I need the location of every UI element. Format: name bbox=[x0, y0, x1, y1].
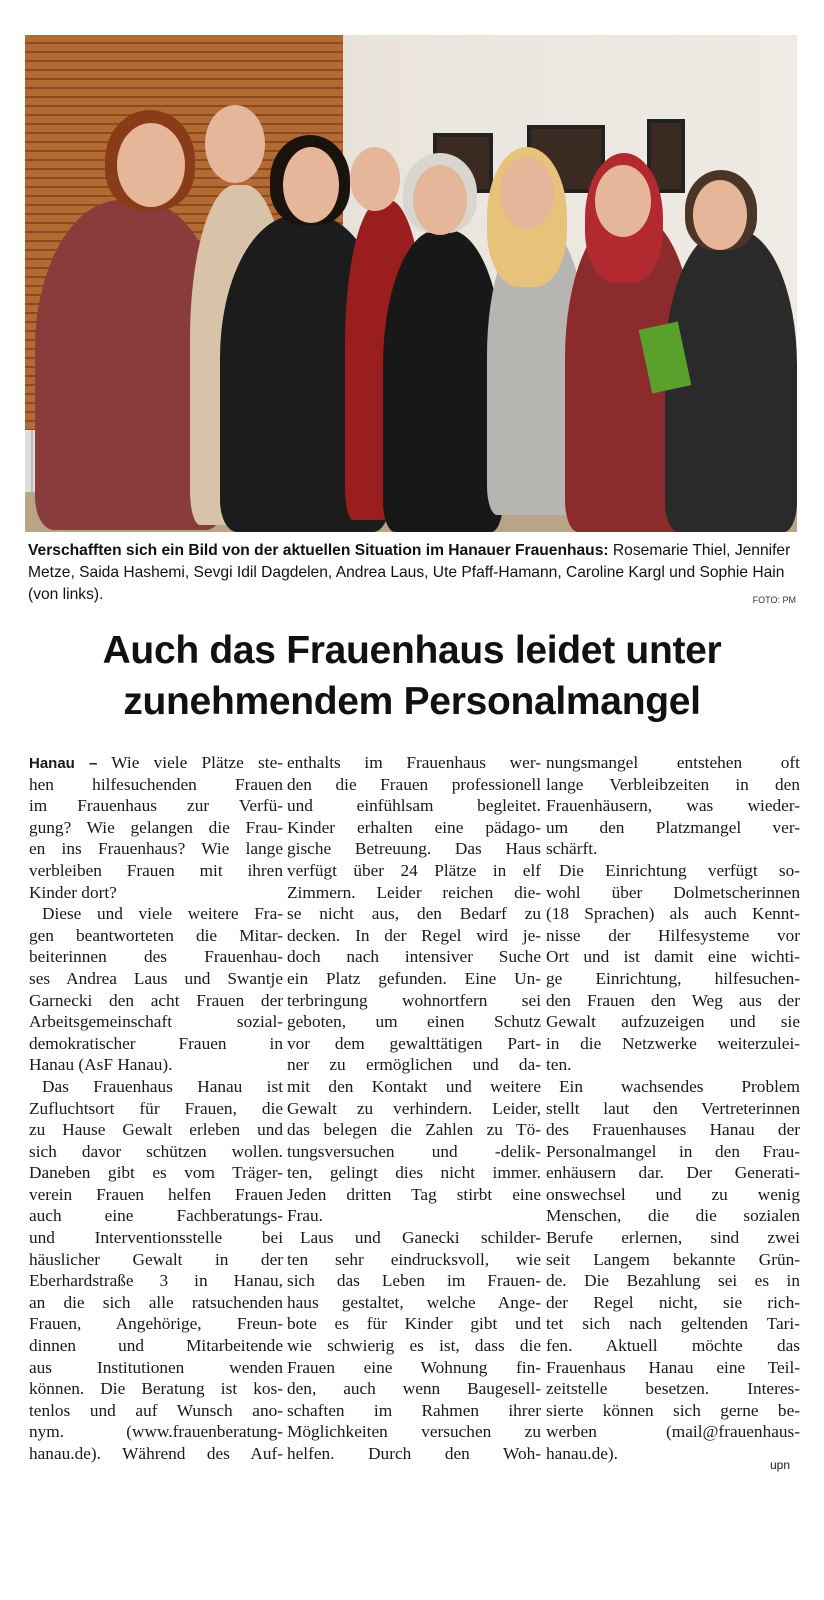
text-line-content: ge Einrichtung, hilfesuchen- bbox=[546, 968, 800, 988]
text-line bbox=[29, 860, 283, 882]
text-line bbox=[29, 1292, 283, 1314]
text-line-content: Garnecki den acht Frauen der bbox=[29, 990, 283, 1010]
text-line-content: demokratischer Frauen in bbox=[29, 1033, 283, 1053]
text-line-content: helfen. Durch den Woh- bbox=[287, 1444, 541, 1463]
text-line-content: (18 Sprachen) als auch Kennt- bbox=[546, 904, 800, 924]
text-line-content: ses Andrea Laus und Swantje bbox=[29, 968, 283, 988]
text-line bbox=[287, 795, 541, 817]
text-line bbox=[546, 1313, 800, 1335]
text-line bbox=[287, 946, 541, 968]
text-line bbox=[287, 882, 541, 904]
text-line bbox=[29, 1227, 283, 1249]
text-line-content: den Frauen den Weg aus der bbox=[546, 990, 800, 1010]
text-line-content: Ort und ist damit eine wichti- bbox=[546, 947, 800, 967]
text-line-content: gische Betreuung. Das Haus bbox=[287, 839, 541, 859]
text-line-content: Kinder dort? bbox=[29, 882, 117, 902]
text-line-content: gung? Wie gelangen die Frau- bbox=[29, 817, 283, 837]
text-line-content: und einfühlsam begleitet. bbox=[287, 796, 541, 816]
text-line bbox=[546, 1054, 800, 1076]
text-line-content: stellt laut den Vertreterinnen bbox=[546, 1098, 800, 1118]
text-line-content: schaften im Rahmen ihrer bbox=[287, 1400, 541, 1420]
text-line bbox=[287, 838, 541, 860]
text-line bbox=[29, 990, 283, 1012]
text-line bbox=[546, 1249, 800, 1271]
paragraph bbox=[29, 752, 283, 903]
face bbox=[205, 105, 265, 183]
text-line-content: Das Frauenhaus Hanau ist bbox=[42, 1076, 283, 1096]
text-line bbox=[546, 1378, 800, 1400]
text-line bbox=[29, 1205, 283, 1227]
text-line-content: haus gestaltet, welche Ange- bbox=[287, 1292, 541, 1312]
text-line bbox=[546, 925, 800, 947]
text-line bbox=[287, 1054, 541, 1076]
text-line bbox=[29, 1249, 283, 1271]
text-line bbox=[29, 795, 283, 817]
text-line-content: ten, gelingt dies nicht immer. bbox=[287, 1163, 541, 1183]
text-line bbox=[29, 1141, 283, 1163]
author-initials: upn bbox=[770, 1458, 791, 1472]
text-line-content: Laus und Ganecki schilder- bbox=[300, 1228, 541, 1248]
text-line bbox=[546, 774, 800, 796]
text-line-content: ten sehr eindrucksvoll, wie bbox=[287, 1249, 541, 1269]
text-line-content: sich das Leben im Frauen- bbox=[287, 1271, 541, 1291]
text-line bbox=[287, 1335, 541, 1357]
text-line-content: vor dem gewalttätigen Part- bbox=[287, 1033, 541, 1053]
text-line-content: terbringung wohnortfern sei bbox=[287, 990, 541, 1010]
text-line bbox=[287, 817, 541, 839]
text-line bbox=[546, 1421, 800, 1443]
text-line bbox=[546, 1335, 800, 1357]
text-line-content: wohl über Dolmetscherinnen bbox=[546, 882, 800, 902]
paragraph bbox=[287, 752, 541, 1227]
paragraph bbox=[29, 903, 283, 1076]
text-line-content: nym. (www.frauenberatung- bbox=[29, 1422, 283, 1442]
text-line bbox=[287, 1227, 541, 1249]
text-line-content: in die Netzwerke weiterzulei- bbox=[546, 1033, 800, 1053]
text-line-content: Gewalt zu verhindern. Leider, bbox=[287, 1098, 541, 1118]
text-line bbox=[287, 1270, 541, 1292]
text-line-content: Arbeitsgemeinschaft sozial- bbox=[29, 1012, 283, 1032]
text-line bbox=[546, 882, 800, 904]
text-line bbox=[546, 968, 800, 990]
article-column-3 bbox=[546, 752, 800, 1465]
text-line-content: im Frauenhaus zur Verfü- bbox=[29, 796, 283, 816]
text-line-content: den, auch wenn Baugesell- bbox=[287, 1379, 541, 1399]
text-line bbox=[287, 1249, 541, 1271]
text-line bbox=[29, 968, 283, 990]
text-line-content: zu Hause Gewalt erleben und bbox=[29, 1120, 283, 1140]
text-line bbox=[546, 1076, 800, 1098]
text-line-content: verbleiben Frauen mit ihren bbox=[29, 860, 283, 880]
text-line-content: um den Platzmangel ver- bbox=[546, 817, 800, 837]
text-line-content: nisse der Hilfesysteme vor bbox=[546, 925, 800, 945]
text-line-content: fen. Aktuell möchte das bbox=[546, 1336, 800, 1356]
text-line bbox=[546, 1119, 800, 1141]
text-line-content: der Regel nicht, sie rich- bbox=[546, 1292, 800, 1312]
text-line-content: hanau.de). Während des Auf- bbox=[29, 1444, 283, 1463]
text-line-content: Personalmangel in den Frau- bbox=[546, 1141, 800, 1161]
text-line bbox=[287, 1292, 541, 1314]
text-line bbox=[29, 752, 283, 774]
text-line-content: geboten, um einen Schutz bbox=[287, 1012, 541, 1032]
text-line bbox=[546, 1443, 800, 1465]
face bbox=[500, 157, 554, 229]
text-line-content: werben (mail@frauenhaus- bbox=[546, 1422, 800, 1442]
text-line-content: Frauen eine Wohnung fin- bbox=[287, 1357, 541, 1377]
text-line-content: sich davor schützen wollen. bbox=[29, 1141, 283, 1161]
text-line-content: onswechsel und zu wenig bbox=[546, 1184, 800, 1204]
text-line bbox=[287, 968, 541, 990]
text-line bbox=[546, 1011, 800, 1033]
text-line-content: häuslicher Gewalt in der bbox=[29, 1249, 283, 1269]
text-line bbox=[29, 1443, 283, 1465]
text-line-content: an die sich alle ratsuchenden bbox=[29, 1292, 283, 1312]
text-line-content: Ein wachsendes Problem bbox=[559, 1076, 800, 1096]
text-line bbox=[29, 946, 283, 968]
text-line bbox=[29, 1270, 283, 1292]
text-line-content: können. Die Beratung ist kos- bbox=[29, 1379, 283, 1399]
text-line bbox=[546, 1400, 800, 1422]
text-line bbox=[287, 1378, 541, 1400]
text-line-content: hen hilfesuchenden Frauen bbox=[29, 774, 283, 794]
text-line-content: de. Die Bezahlung sei es in bbox=[546, 1271, 800, 1291]
text-line-content: Jeden dritten Tag stirbt eine bbox=[287, 1184, 541, 1204]
text-line-content: Die Einrichtung verfügt so- bbox=[559, 860, 800, 880]
text-line-content: Frauenhaus Hanau eine Teil- bbox=[546, 1357, 800, 1377]
person-5 bbox=[383, 230, 503, 532]
text-line-content: aus Institutionen wenden bbox=[29, 1357, 283, 1377]
text-line-content: Zufluchtsort für Frauen, die bbox=[29, 1098, 283, 1118]
text-line-content: bote es für Kinder gibt und bbox=[287, 1314, 541, 1334]
text-line bbox=[287, 860, 541, 882]
text-line bbox=[546, 860, 800, 882]
text-line bbox=[29, 1357, 283, 1379]
text-line bbox=[546, 1292, 800, 1314]
text-line-content: nungsmangel entstehen oft bbox=[546, 753, 800, 772]
text-line bbox=[546, 1205, 800, 1227]
text-line bbox=[29, 1033, 283, 1055]
paragraph bbox=[287, 1227, 541, 1465]
text-line-content: hanau.de). bbox=[546, 1444, 618, 1463]
text-line bbox=[287, 1313, 541, 1335]
text-line bbox=[287, 1033, 541, 1055]
text-line bbox=[287, 1076, 541, 1098]
dateline: Hanau – bbox=[29, 755, 98, 772]
text-line-content: zeitstelle besetzen. Interes- bbox=[546, 1379, 800, 1399]
text-line-content: Daneben gibt es vom Träger- bbox=[29, 1163, 283, 1183]
text-line bbox=[29, 1184, 283, 1206]
text-line bbox=[287, 925, 541, 947]
text-line bbox=[546, 1184, 800, 1206]
text-line bbox=[287, 1098, 541, 1120]
paragraph bbox=[546, 752, 800, 860]
text-line-content: wie schwierig es ist, dass die bbox=[287, 1336, 541, 1356]
paragraph bbox=[546, 860, 800, 1076]
text-line-content: en ins Frauenhaus? Wie lange bbox=[29, 839, 283, 859]
photo-credit: FOTO: PM bbox=[752, 595, 796, 605]
text-line-content: schärft. bbox=[546, 839, 598, 859]
text-line bbox=[29, 1378, 283, 1400]
text-line-content: Kinder erhalten eine pädago- bbox=[287, 817, 541, 837]
text-line bbox=[29, 1400, 283, 1422]
text-line-content: verein Frauen helfen Frauen bbox=[29, 1184, 283, 1204]
text-line bbox=[287, 1162, 541, 1184]
text-line bbox=[546, 1270, 800, 1292]
text-line bbox=[29, 1162, 283, 1184]
text-line-content: beiterinnen des Frauenhau- bbox=[29, 947, 283, 967]
text-line-content: seit Langem bekannte Grün- bbox=[546, 1249, 800, 1269]
text-line-content: dinnen und Mitarbeitende bbox=[29, 1336, 283, 1356]
text-line-content: Gewalt aufzuzeigen und sie bbox=[546, 1012, 800, 1032]
text-line bbox=[287, 1119, 541, 1141]
text-line-content: Diese und viele weitere Fra- bbox=[42, 904, 283, 924]
text-line-content: des Frauenhauses Hanau der bbox=[546, 1120, 800, 1140]
text-line bbox=[29, 1313, 283, 1335]
text-line-content: enthalts im Frauenhaus wer- bbox=[287, 753, 541, 772]
text-line bbox=[287, 990, 541, 1012]
text-line-content: Eberhardstraße 3 in Hanau, bbox=[29, 1271, 283, 1291]
face bbox=[693, 180, 747, 250]
photo-caption bbox=[28, 540, 798, 606]
text-line-content: das belegen die Zahlen zu Tö- bbox=[287, 1120, 541, 1140]
text-line bbox=[546, 1227, 800, 1249]
text-line bbox=[29, 1335, 283, 1357]
text-line-content: und Interventionsstelle bei bbox=[29, 1228, 283, 1248]
text-line bbox=[287, 1400, 541, 1422]
text-line bbox=[29, 1119, 283, 1141]
text-line bbox=[287, 903, 541, 925]
text-line bbox=[287, 1011, 541, 1033]
face bbox=[413, 165, 467, 235]
paragraph bbox=[546, 1076, 800, 1465]
text-line-content: den die Frauen professionell bbox=[287, 774, 541, 794]
text-line bbox=[287, 1184, 541, 1206]
text-line bbox=[287, 1357, 541, 1379]
face bbox=[595, 165, 651, 237]
text-line-content: verfügt über 24 Plätze in elf bbox=[287, 860, 541, 880]
text-line bbox=[29, 903, 283, 925]
text-line bbox=[287, 1141, 541, 1163]
paragraph bbox=[29, 1076, 283, 1465]
text-line-content: se nicht aus, den Bedarf zu bbox=[287, 904, 541, 924]
text-line-content: ner zu ermöglichen und da- bbox=[287, 1055, 541, 1075]
text-line bbox=[546, 903, 800, 925]
face bbox=[350, 147, 400, 211]
text-line-content: tungsversuchen und -delik- bbox=[287, 1141, 541, 1161]
text-line-content: Hanau (AsF Hanau). bbox=[29, 1055, 173, 1075]
text-line-content: doch nach intensiver Suche bbox=[287, 947, 541, 967]
text-line bbox=[546, 752, 800, 774]
article-column-2 bbox=[287, 752, 541, 1465]
text-line bbox=[546, 1141, 800, 1163]
text-line bbox=[546, 817, 800, 839]
text-line-content: tet sich nach geltenden Tari- bbox=[546, 1314, 800, 1334]
text-line bbox=[546, 838, 800, 860]
text-line bbox=[29, 817, 283, 839]
text-line-content: mit den Kontakt und weitere bbox=[287, 1076, 541, 1096]
text-line-content: Menschen, die die sozialen bbox=[546, 1206, 800, 1226]
text-line bbox=[546, 1033, 800, 1055]
text-line-content: Frau. bbox=[287, 1206, 323, 1226]
headline: Auch das Frauenhaus leidet unter zunehmendem Personalmangel bbox=[102, 629, 722, 723]
text-line bbox=[546, 946, 800, 968]
group-photo bbox=[25, 35, 797, 532]
text-line-content: decken. In der Regel wird je- bbox=[287, 925, 541, 945]
text-line bbox=[546, 795, 800, 817]
text-line bbox=[287, 774, 541, 796]
caption-lead: Verschafften sich ein Bild von der aktuellen Situation im Hanauer Frauenhaus: bbox=[28, 542, 609, 559]
text-line bbox=[29, 1421, 283, 1443]
text-line-content: Möglichkeiten versuchen zu bbox=[287, 1422, 541, 1442]
text-line-content: auch eine Fachberatungs- bbox=[29, 1206, 283, 1226]
text-line-content: Frauenhäusern, was wieder- bbox=[546, 796, 800, 816]
text-line-content: sierte können sich gerne be- bbox=[546, 1400, 800, 1420]
text-line bbox=[29, 1098, 283, 1120]
text-line bbox=[29, 925, 283, 947]
text-line-content: lange Verbleibzeiten in den bbox=[546, 774, 800, 794]
text-line-content: Frauen, Angehörige, Freun- bbox=[29, 1314, 283, 1334]
text-line-content: ein Platz gefunden. Eine Un- bbox=[287, 968, 541, 988]
face bbox=[283, 147, 339, 223]
text-line-content: Berufe erlernen, sind zwei bbox=[546, 1228, 800, 1248]
text-line bbox=[546, 990, 800, 1012]
text-line bbox=[546, 1098, 800, 1120]
text-line-content: gen beantworteten die Mitar- bbox=[29, 925, 283, 945]
text-line-content: Zimmern. Leider reichen die- bbox=[287, 882, 541, 902]
text-line bbox=[29, 1011, 283, 1033]
text-line bbox=[287, 1443, 541, 1465]
article-column-1 bbox=[29, 752, 283, 1465]
text-line bbox=[29, 1054, 283, 1076]
text-line bbox=[287, 1205, 541, 1227]
text-line bbox=[287, 752, 541, 774]
text-line-content: tenlos und auf Wunsch ano- bbox=[29, 1400, 283, 1420]
text-line bbox=[546, 1162, 800, 1184]
text-line bbox=[29, 1076, 283, 1098]
text-line bbox=[546, 1357, 800, 1379]
face bbox=[117, 123, 185, 207]
text-line-content: Wie viele Plätze ste- bbox=[97, 753, 283, 772]
text-line bbox=[29, 838, 283, 860]
text-line-content: enhäusern dar. Der Generati- bbox=[546, 1163, 800, 1183]
text-line bbox=[287, 1421, 541, 1443]
text-line-content: ten. bbox=[546, 1055, 572, 1075]
caption-names: Rosemarie Thiel, Jennifer Metze, Saida Hashemi, Sevgi Idil Dagdelen, Andrea Laus, Ute Pfaff-Hamann, Caroline Kargl und Sophie Hain (von links). bbox=[28, 542, 791, 603]
text-line bbox=[29, 882, 283, 904]
text-line bbox=[29, 774, 283, 796]
